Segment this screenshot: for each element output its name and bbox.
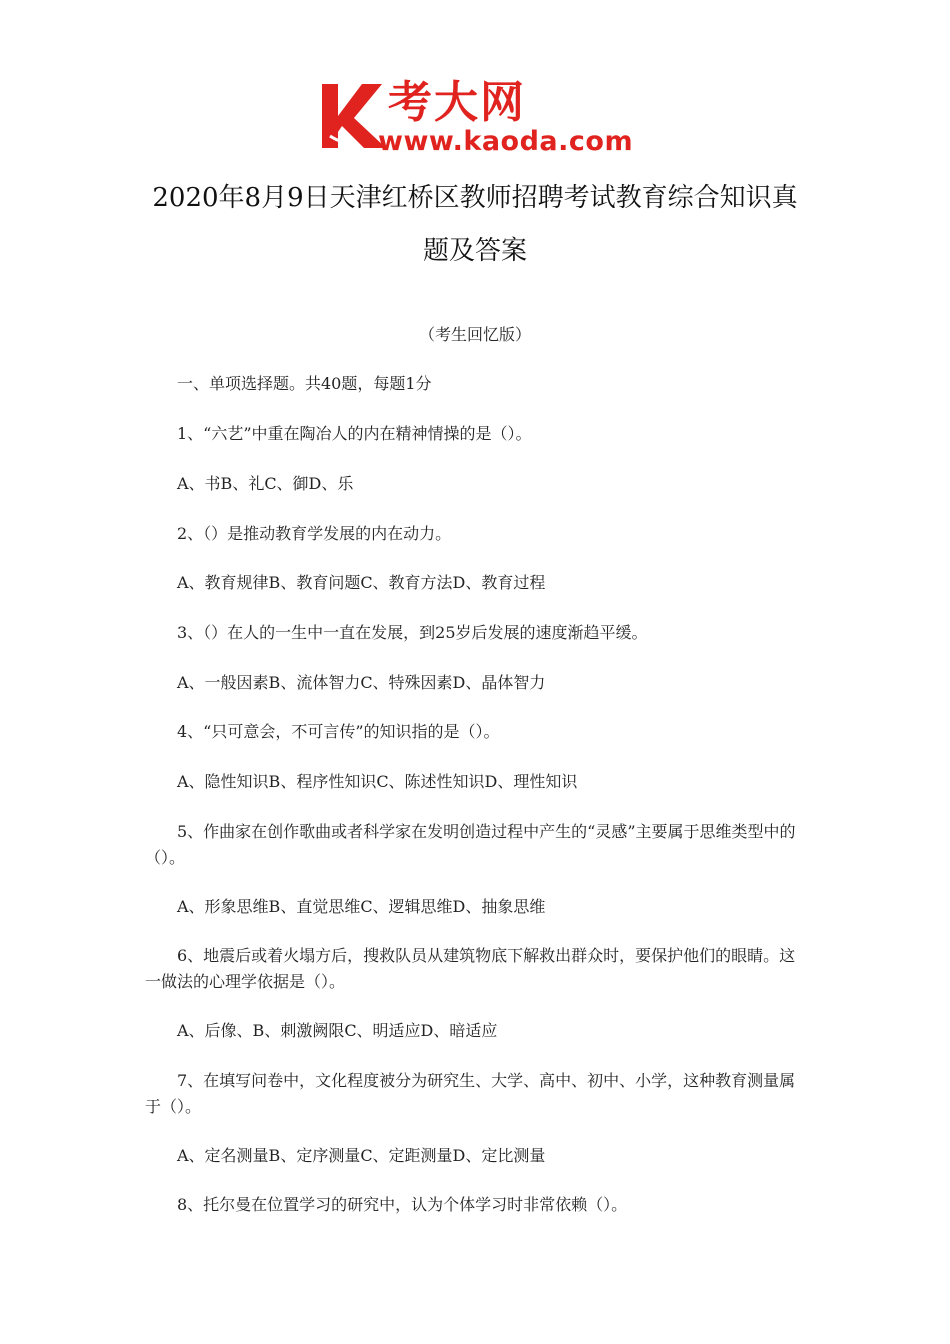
question-7-options: A、定名测量B、定序测量C、定距测量D、定比测量 [177, 1146, 546, 1165]
question-4: 4、“只可意会，不可言传”的知识指的是（）。 [177, 722, 500, 741]
question-1-options: A、书B、礼C、御D、乐 [177, 474, 354, 493]
question-6-options: A、后像、B、刺激阙限C、明适应D、暗适应 [177, 1021, 498, 1040]
question-1: 1、“六艺”中重在陶冶人的内在精神情操的是（）。 [177, 424, 532, 443]
question-4-options: A、隐性知识B、程序性知识C、陈述性知识D、理性知识 [177, 772, 578, 791]
logo-url-text: www.kaoda.com [378, 126, 634, 157]
question-8: 8、托尔曼在位置学习的研究中，认为个体学习时非常依赖（）。 [177, 1195, 628, 1214]
question-5-options: A、形象思维B、直觉思维C、逻辑思维D、抽象思维 [177, 897, 546, 916]
question-3: 3、（）在人的一生中一直在发展，到25岁后发展的速度渐趋平缓。 [177, 623, 648, 642]
kaoda-logo[interactable] [318, 78, 638, 158]
section-heading: 一、单项选择题。共40题，每题1分 [177, 374, 432, 393]
question-2-options: A、教育规律B、教育问题C、教育方法D、教育过程 [177, 573, 546, 592]
question-5: 5、作曲家在创作歌曲或者科学家在发明创造过程中产生的“灵感”主要属于思维类型中的（）。 [145, 822, 796, 867]
question-6: 6、地震后或着火塌方后，搜救队员从建筑物底下解救出群众时，要保护他们的眼睛。这一做法的心理学依据是（）。 [145, 946, 796, 991]
document-title: 2020年8月9日天津红桥区教师招聘考试教育综合知识真题及答案 [152, 183, 798, 266]
question-7: 7、在填写问卷中，文化程度被分为研究生、大学、高中、初中、小学，这种教育测量属于（）。 [145, 1071, 796, 1116]
question-3-options: A、一般因素B、流体智力C、特殊因素D、晶体智力 [177, 673, 546, 692]
document-subtitle: （考生回忆版） [418, 325, 531, 344]
logo-brand-text: 考大网 [388, 77, 526, 128]
question-2: 2、（）是推动教育学发展的内在动力。 [177, 524, 452, 543]
